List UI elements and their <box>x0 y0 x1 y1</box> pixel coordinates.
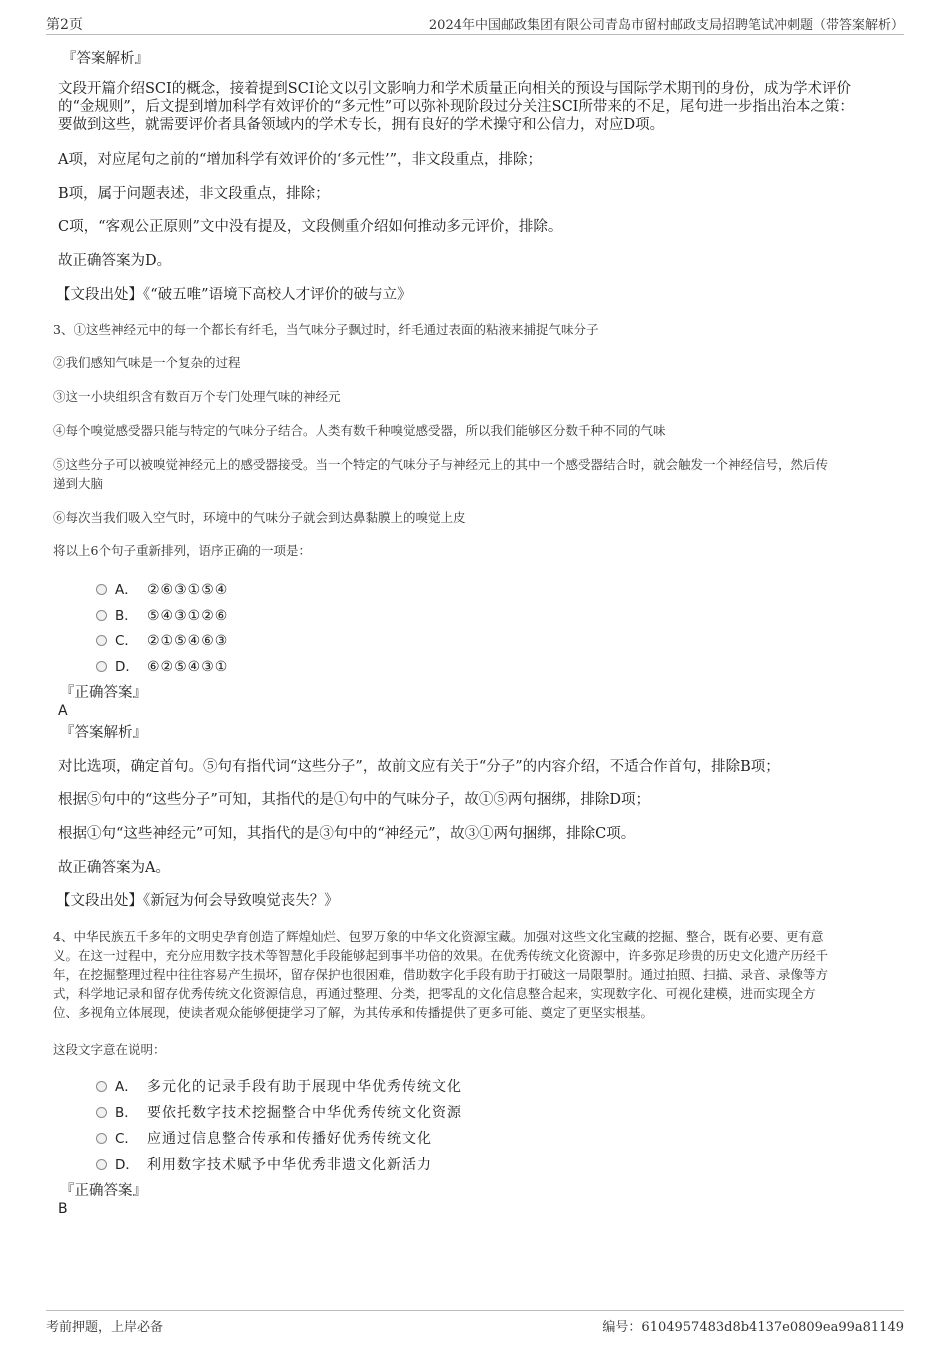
question-3-sentence-5: ⑤这些分子可以被嗅觉神经元上的感受器接受。当一个特定的气味分子与神经元上的其中一个感受器结合时，就会触发一个神经信号，然后传 <box>53 457 829 472</box>
footer-slogan: 考前押题，上岸必备 <box>46 1320 164 1335</box>
question-4-prompt: 这段文字意在说明： <box>53 1042 166 1057</box>
analysis-option-c: C项，“客观公正原则”文中没有提及，文段侧重介绍如何推动多元评价，排除。 <box>58 219 563 235</box>
radio-icon[interactable] <box>96 1107 107 1118</box>
analysis-answer: 故正确答案为D。 <box>58 253 172 269</box>
page-number: 第2页 <box>46 17 83 33</box>
document-id: 编号：6104957483d8b4137e0809ea99a81149 <box>602 1320 904 1335</box>
q4-option-d[interactable]: D． 利用数字技术赋予中华优秀非遗文化新活力 <box>96 1153 432 1173</box>
analysis-paragraph-line: 文段开篇介绍SCI的概念，接着提到SCI论文以引文影响力和学术质量正向相关的预设与国际学术期刊的身份，成为学术评价 <box>58 81 852 97</box>
answer-heading: 『正确答案』 <box>60 685 147 701</box>
analysis-paragraph-line: 的“金规则”，后文提到增加科学有效评价的“多元性”可以弥补现阶段过分关注SCI所带来的不足，尾句进一步指出治本之策： <box>58 99 854 115</box>
q3-option-c[interactable]: C． ②①⑤④⑥③ <box>96 629 228 649</box>
analysis-heading: 『答案解析』 <box>62 51 149 67</box>
q3-option-d[interactable]: D． ⑥②⑤④③① <box>96 655 228 675</box>
question-3-sentence-6: ⑥每次当我们吸入空气时，环境中的气味分子就会到达鼻黏膜上的嗅觉上皮 <box>53 510 466 525</box>
radio-icon[interactable] <box>96 584 107 595</box>
question-4-line: 义。在这一过程中，充分应用数字技术等智慧化手段能够起到事半功倍的效果。在优秀传统文化资源中，许多弥足珍贵的历史文化遗产历经千 <box>53 948 829 963</box>
q4-option-c[interactable]: C． 应通过信息整合传承和传播好优秀传统文化 <box>96 1127 432 1147</box>
radio-icon[interactable] <box>96 1133 107 1144</box>
q4-option-b[interactable]: B． 要依托数字技术挖掘整合中华优秀传统文化资源 <box>96 1101 462 1121</box>
q3-option-a[interactable]: A． ②⑥③①⑤④ <box>96 578 228 598</box>
radio-icon[interactable] <box>96 1081 107 1092</box>
radio-icon[interactable] <box>96 1159 107 1170</box>
radio-icon[interactable] <box>96 610 107 621</box>
question-4-line: 位、多视角立体展现，使读者观众能够便捷学习了解，为其传承和传播提供了更多可能、奠定了更坚实根基。 <box>53 1005 654 1020</box>
source-citation: 【文段出处】《新冠为何会导致嗅觉丧失？》 <box>56 893 339 909</box>
analysis-heading: 『答案解析』 <box>60 725 147 741</box>
source-citation: 【文段出处】《“破五唯”语境下高校人才评价的破与立》 <box>56 287 412 303</box>
document-title: 2024年中国邮政集团有限公司青岛市留村邮政支局招聘笔试冲刺题（带答案解析） <box>428 18 904 33</box>
answer-heading: 『正确答案』 <box>60 1183 147 1199</box>
q4-option-a[interactable]: A． 多元化的记录手段有助于展现中华优秀传统文化 <box>96 1075 462 1095</box>
analysis-line: 根据①句“这些神经元”可知，其指代的是③句中的“神经元”，故③①两句捆绑，排除C项。 <box>58 826 636 842</box>
question-3-sentence-1: 3、①这些神经元中的每一个都长有纤毛，当气味分子飘过时，纤毛通过表面的粘液来捕捉气味分子 <box>53 322 599 337</box>
analysis-paragraph-line: 要做到这些，就需要评价者具备领域内的学术专长，拥有良好的学术操守和公信力，对应D项。 <box>58 117 665 133</box>
question-3-sentence-3: ③这一小块组织含有数百万个专门处理气味的神经元 <box>53 389 341 404</box>
question-3-prompt: 将以上6个句子重新排列，语序正确的一项是： <box>53 543 311 558</box>
question-4-line: 4、中华民族五千多年的文明史孕育创造了辉煌灿烂、包罗万象的中华文化资源宝藏。加强对这些文化宝藏的挖掘、整合，既有必要、更有意 <box>53 929 824 944</box>
page-footer <box>46 1310 904 1335</box>
correct-answer: A <box>58 703 68 719</box>
analysis-option-a: A项，对应尾句之前的“增加科学有效评价的‘多元性’”，非文段重点，排除； <box>58 152 543 168</box>
correct-answer: B <box>58 1201 68 1217</box>
analysis-line: 对比选项，确定首句。⑤句有指代词“这些分子”，故前文应有关于“分子”的内容介绍，不适合作首句，排除B项； <box>58 759 780 775</box>
question-3-sentence-2: ②我们感知气味是一个复杂的过程 <box>53 355 241 370</box>
analysis-answer: 故正确答案为A。 <box>58 860 170 876</box>
question-3-sentence-5-cont: 递到大脑 <box>53 476 104 491</box>
radio-icon[interactable] <box>96 661 107 672</box>
analysis-line: 根据⑤句中的“这些分子”可知，其指代的是①句中的气味分子，故①⑤两句捆绑，排除D项； <box>58 792 650 808</box>
radio-icon[interactable] <box>96 635 107 646</box>
page-header <box>46 14 904 35</box>
question-3-sentence-4: ④每个嗅觉感受器只能与特定的气味分子结合。人类有数千种嗅觉感受器，所以我们能够区分数千种不同的气味 <box>53 423 666 438</box>
q3-option-b[interactable]: B． ⑤④③①②⑥ <box>96 604 228 624</box>
question-4-line: 式，科学地记录和留存优秀传统文化资源信息，再通过整理、分类，把零乱的文化信息整合起来，实现数字化、可视化建模，进而实现全方 <box>53 986 816 1001</box>
question-4-line: 年，在挖掘整理过程中往往容易产生损坏，留存保护也很困难，借助数字化手段有助于打破这一局限掣肘。通过拍照、扫描、录音、录像等方 <box>53 967 829 982</box>
analysis-option-b: B项，属于问题表述，非文段重点，排除； <box>58 186 330 202</box>
